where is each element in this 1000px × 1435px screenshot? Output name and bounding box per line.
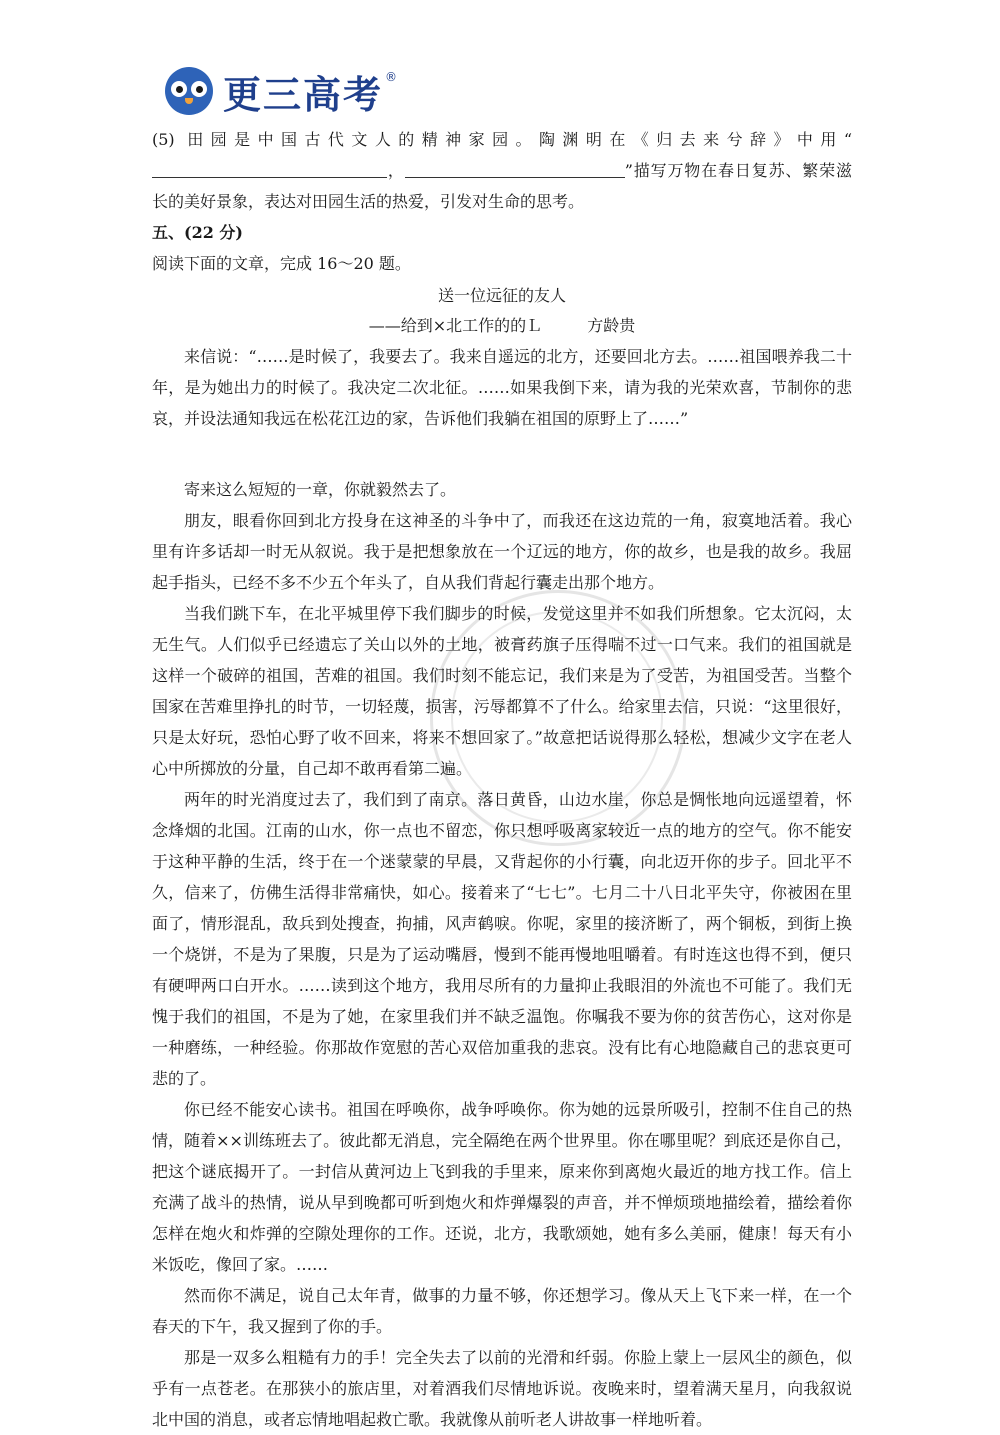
paragraph: 来信说：“……是时候了，我要去了。我来自遥远的北方，还要回北方去。……祖国喂养我二十年，是为她出力的时候了。我决定二次北征。……如果我倒下来，请为我的光荣欢喜，节制你的悲哀，并设法通知我远在松花江边的家，告诉他们我躺在祖国的原野上了……” bbox=[152, 347, 852, 428]
registered-mark: ® bbox=[385, 70, 398, 84]
article-author: 方龄贵 bbox=[587, 316, 636, 335]
answer-blank-1[interactable] bbox=[152, 159, 387, 178]
document-body bbox=[152, 124, 852, 1435]
paragraph: 两年的时光消度过去了，我们到了南京。落日黄昏，山边水崖，你总是惆怅地向远遥望着，怀念烽烟的北国。江南的山水，你一点也不留恋，你只想呼吸离家较近一点的地方的空气。你不能安于这种平静的生活，终于在一个迷蒙蒙的早晨，又背起你的小行囊，向北迈开你的步子。回北平不久，信来了，仿佛生活得非常痛快，如心。接着来了“七七”。七月二十八日北平失守，你被困在里面了，情形混乱，敌兵到处搜查，拘捕，风声鹤唳。你呢，家里的接济断了，两个铜板，到街上换一个烧饼，不是为了果腹，只是为了运动嘴唇，慢到不能再慢地咀嚼着。有时连这也得不到，便只有硬呷两口白开水。……读到这个地方，我用尽所有的力量抑止我眼泪的外流也不可能了。我们无愧于我们的祖国，不是为了她，在家里我们并不缺乏温饱。你嘱我不要为你的贫苦伤心，这对你是一种磨练，一种经验。你那故作宽慰的苦心双倍加重我的悲哀。没有比有心地隐藏自己的悲哀更可悲的了。 bbox=[152, 790, 852, 1088]
article-subtitle bbox=[152, 311, 852, 341]
article-dedication: ——给到×北工作的的Ｌ bbox=[368, 316, 543, 335]
section-heading: 五、(22 分) bbox=[152, 223, 243, 242]
paragraph: 那是一双多么粗糙有力的手！完全失去了以前的光滑和纤弱。你脸上蒙上一层风尘的颜色，似乎有一点苍老。在那狭小的旅店里，对着酒我们尽情地诉说。夜晚来时，望着满天星月，向我叙说北中国的消息，或者忘情地唱起救亡歌。我就像从前听老人讲故事一样地听着。 bbox=[152, 1348, 852, 1429]
paragraph: 寄来这么短短的一章，你就毅然去了。 bbox=[184, 480, 457, 499]
answer-blank-2[interactable] bbox=[405, 159, 625, 178]
article-title: 送一位远征的友人 bbox=[437, 286, 566, 305]
question-comma: ， bbox=[387, 161, 405, 180]
question-5 bbox=[152, 124, 852, 217]
paragraph: 朋友，眼看你回到北方投身在这神圣的斗争中了，而我还在这边荒的一角，寂寞地活着。我心里有许多话却一时无从叙说。我于是把想象放在一个辽远的地方，你的故乡，也是我的故乡。我屈起手指头，已经不多不少五个年头了，自从我们背起行囊走出那个地方。 bbox=[152, 511, 852, 592]
paragraph: 然而你不满足，说自己太年青，做事的力量不够，你还想学习。像从天上飞下来一样，在一个春天的下午，我又握到了你的手。 bbox=[152, 1286, 852, 1336]
paragraph: 你已经不能安心读书。祖国在呼唤你，战争呼唤你。你为她的远景所吸引，控制不住自己的热情，随着××训练班去了。彼此都无消息，完全隔绝在两个世界里。你在哪里呢？到底还是你自己，把这个谜底揭开了。一封信从黄河边上飞到我的手里来，原来你到离炮火最近的地方找工作。信上充满了战斗的热情，说从早到晚都可听到炮火和炸弹爆裂的声音，并不惮烦琐地描绘着，描绘着你怎样在炮火和炸弹的空隙处理你的工作。还说，北方，我歌颂她，她有多么美丽，健康！每天有小米饭吃，像回了家。…… bbox=[152, 1100, 852, 1274]
owl-mascot-icon bbox=[165, 67, 213, 115]
brand-name: 更三高考 bbox=[223, 72, 384, 117]
question-text-before: 田园是中国古代文人的精神家园。陶渊明在《归去来兮辞》中用“ bbox=[187, 130, 852, 149]
question-number: (5) bbox=[152, 130, 175, 149]
logo bbox=[165, 66, 397, 116]
question-text-after: ”描写万物在春日复苏、繁荣滋长的美好景象，表达对田园生活的热爱，引发对生命的思考。 bbox=[152, 161, 852, 211]
paragraph: 当我们跳下车，在北平城里停下我们脚步的时候，发觉这里并不如我们所想象。它太沉闷，太无生气。人们似乎已经遗忘了关山以外的土地，被膏药旗子压得喘不过一口气来。我们的祖国就是这样一个破碎的祖国，苦难的祖国。我们时刻不能忘记，我们来是为了受苦，为祖国受苦。当整个国家在苦难里挣扎的时节，一切轻蔑，损害，污辱都算不了什么。给家里去信，只说：“这里很好，只是太好玩，恐怕心野了收不回来，将来不想回家了。”故意把话说得那么轻松，想减少文字在老人心中所掷放的分量，自己却不敢再看第二遍。 bbox=[152, 604, 852, 778]
section-instruction: 阅读下面的文章，完成 16～20 题。 bbox=[152, 254, 411, 273]
